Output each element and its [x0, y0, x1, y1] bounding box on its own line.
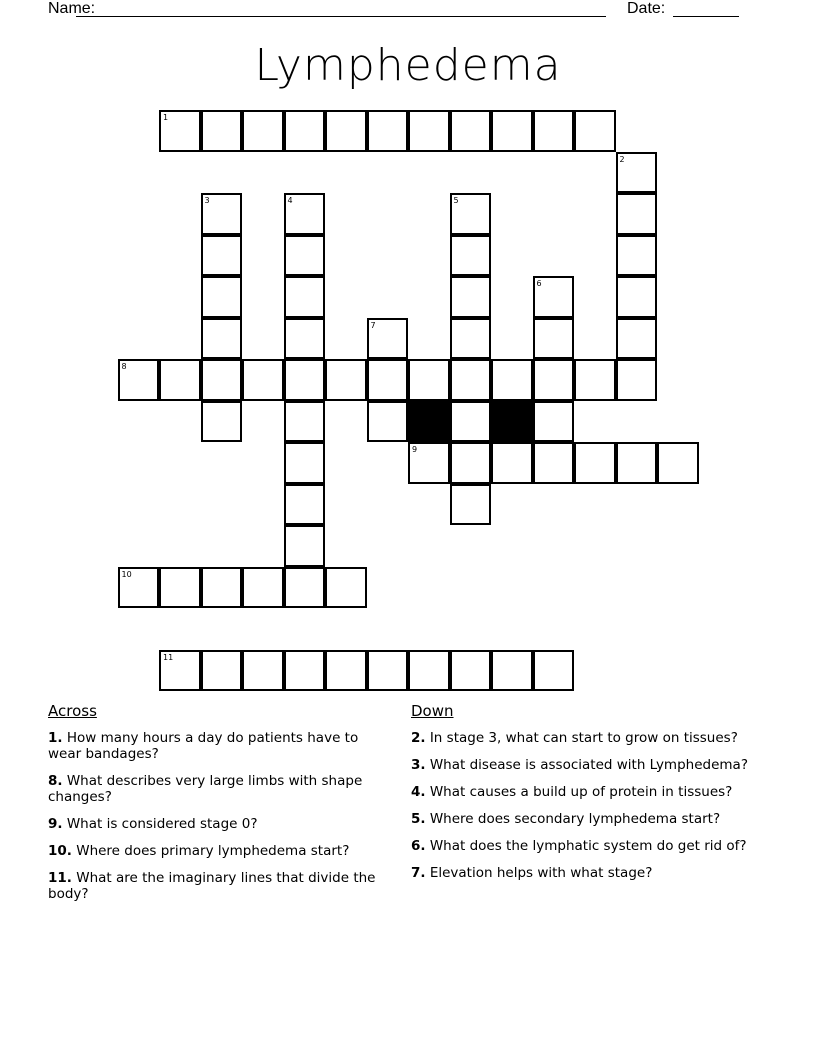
- cell-number: 1: [163, 113, 169, 122]
- grid-cell[interactable]: [325, 650, 367, 692]
- grid-cell[interactable]: [242, 650, 284, 692]
- clue-text: What causes a build up of protein in tissues?: [429, 784, 733, 800]
- grid-cell[interactable]: [450, 193, 492, 235]
- grid-cell[interactable]: [201, 110, 243, 152]
- clues-section: [0, 700, 816, 1000]
- grid-cell[interactable]: [284, 401, 326, 443]
- name-label: Name:: [48, 0, 96, 17]
- clue-number: 3.: [411, 757, 426, 773]
- grid-cell[interactable]: [284, 359, 326, 401]
- clue-text: In stage 3, what can start to grow on tissues?: [429, 730, 738, 746]
- clue-text: How many hours a day do patients have to wear bandages?: [48, 730, 359, 762]
- grid-cell[interactable]: [284, 525, 326, 567]
- grid-cell[interactable]: [408, 110, 450, 152]
- clue-number: 8.: [48, 773, 63, 789]
- grid-cell[interactable]: [325, 359, 367, 401]
- clue-number: 2.: [411, 730, 426, 746]
- clue-number: 10.: [48, 843, 72, 859]
- grid-cell[interactable]: [242, 567, 284, 609]
- grid-block-cell: [491, 401, 533, 443]
- grid-cell[interactable]: [367, 401, 409, 443]
- grid-cell[interactable]: [491, 110, 533, 152]
- grid-cell[interactable]: [325, 567, 367, 609]
- grid-cell[interactable]: [408, 359, 450, 401]
- clue-text: Where does secondary lymphedema start?: [429, 811, 721, 827]
- grid-cell[interactable]: [533, 110, 575, 152]
- grid-cell[interactable]: [284, 235, 326, 277]
- grid-cell[interactable]: [450, 650, 492, 692]
- grid-cell[interactable]: [533, 650, 575, 692]
- grid-cell[interactable]: [201, 359, 243, 401]
- grid-cell[interactable]: [616, 193, 658, 235]
- clue-down-3: [411, 757, 761, 773]
- grid-cell[interactable]: [284, 110, 326, 152]
- clue-text: What is considered stage 0?: [66, 816, 258, 832]
- grid-cell[interactable]: [450, 442, 492, 484]
- grid-cell[interactable]: [616, 359, 658, 401]
- clue-number: 9.: [48, 816, 63, 832]
- grid-block-cell: [408, 401, 450, 443]
- clue-number: 11.: [48, 870, 72, 886]
- grid-cell[interactable]: [533, 318, 575, 360]
- clue-text: What does the lymphatic system do get rid of?: [429, 838, 747, 854]
- grid-cell[interactable]: [284, 193, 326, 235]
- grid-cell[interactable]: [284, 650, 326, 692]
- clue-down-2: [411, 730, 761, 746]
- grid-cell[interactable]: [201, 193, 243, 235]
- grid-cell[interactable]: [118, 567, 160, 609]
- grid-cell[interactable]: [450, 235, 492, 277]
- grid-cell[interactable]: [367, 650, 409, 692]
- grid-cell[interactable]: [491, 442, 533, 484]
- grid-cell[interactable]: [491, 359, 533, 401]
- grid-cell[interactable]: [533, 442, 575, 484]
- grid-cell[interactable]: [616, 318, 658, 360]
- grid-cell[interactable]: [450, 484, 492, 526]
- grid-cell[interactable]: [201, 318, 243, 360]
- down-heading: Down: [411, 702, 454, 720]
- cell-number: 11: [163, 652, 174, 662]
- grid-cell[interactable]: [657, 442, 699, 484]
- clue-text: What disease is associated with Lymphedema?: [429, 757, 748, 773]
- grid-cell[interactable]: [159, 110, 201, 152]
- grid-cell[interactable]: [450, 276, 492, 318]
- across-column: [48, 700, 393, 913]
- clue-number: 4.: [411, 784, 426, 800]
- clue-across-10: [48, 843, 393, 859]
- clue-text: Elevation helps with what stage?: [429, 865, 653, 881]
- clue-text: What describes very large limbs with shape changes?: [48, 773, 363, 805]
- grid-cell[interactable]: [284, 318, 326, 360]
- grid-cell[interactable]: [450, 401, 492, 443]
- grid-cell[interactable]: [408, 442, 450, 484]
- cell-number: 2: [619, 154, 625, 164]
- grid-cell[interactable]: [450, 110, 492, 152]
- grid-cell[interactable]: [408, 650, 450, 692]
- down-column: [411, 700, 761, 892]
- grid-cell[interactable]: [616, 442, 658, 484]
- grid-cell[interactable]: [242, 110, 284, 152]
- grid-cell[interactable]: [574, 110, 616, 152]
- grid-cell[interactable]: [159, 359, 201, 401]
- grid-cell[interactable]: [201, 235, 243, 277]
- cell-number: 8: [121, 362, 127, 371]
- cell-number: 7: [370, 320, 376, 330]
- cell-number: 9: [412, 445, 418, 454]
- grid-cell[interactable]: [159, 650, 201, 692]
- grid-cell[interactable]: [367, 318, 409, 360]
- grid-cell[interactable]: [616, 152, 658, 194]
- grid-cell[interactable]: [284, 442, 326, 484]
- cell-number: 6: [536, 279, 542, 288]
- grid-cell[interactable]: [284, 484, 326, 526]
- grid-cell[interactable]: [367, 359, 409, 401]
- clue-across-11: [48, 870, 393, 902]
- grid-cell[interactable]: [450, 359, 492, 401]
- clue-across-9: [48, 816, 393, 832]
- grid-cell[interactable]: [616, 235, 658, 277]
- clue-across-8: [48, 773, 393, 805]
- grid-cell[interactable]: [325, 110, 367, 152]
- grid-cell[interactable]: [491, 650, 533, 692]
- clue-down-6: [411, 838, 761, 854]
- cell-number: 4: [287, 196, 293, 205]
- clue-across-1: [48, 730, 393, 762]
- grid-cell[interactable]: [284, 567, 326, 609]
- clue-number: 1.: [48, 730, 63, 746]
- cell-number: 5: [453, 196, 459, 205]
- cell-number: 10: [121, 569, 132, 579]
- grid-cell[interactable]: [616, 276, 658, 318]
- grid-cell[interactable]: [201, 401, 243, 443]
- puzzle-title: Lymphedema: [254, 40, 562, 91]
- grid-cell[interactable]: [574, 442, 616, 484]
- cell-number: 3: [204, 196, 210, 205]
- grid-cell[interactable]: [201, 650, 243, 692]
- grid-cell[interactable]: [574, 359, 616, 401]
- clue-number: 5.: [411, 811, 426, 827]
- grid-cell[interactable]: [118, 359, 160, 401]
- grid-cell[interactable]: [533, 359, 575, 401]
- grid-cell[interactable]: [284, 276, 326, 318]
- clue-text: What are the imaginary lines that divide the body?: [48, 870, 376, 902]
- grid-cell[interactable]: [159, 567, 201, 609]
- grid-cell[interactable]: [367, 110, 409, 152]
- grid-cell[interactable]: [242, 359, 284, 401]
- grid-cell[interactable]: [533, 401, 575, 443]
- clue-down-7: [411, 865, 761, 881]
- grid-cell[interactable]: [201, 567, 243, 609]
- clue-down-5: [411, 811, 761, 827]
- clue-text: Where does primary lymphedema start?: [76, 843, 350, 859]
- across-heading: Across: [48, 702, 97, 720]
- grid-cell[interactable]: [201, 276, 243, 318]
- grid-cell[interactable]: [533, 276, 575, 318]
- clue-down-4: [411, 784, 761, 800]
- date-label: Date:: [627, 0, 666, 17]
- clue-number: 6.: [411, 838, 426, 854]
- clue-number: 7.: [411, 865, 426, 881]
- grid-cell[interactable]: [450, 318, 492, 360]
